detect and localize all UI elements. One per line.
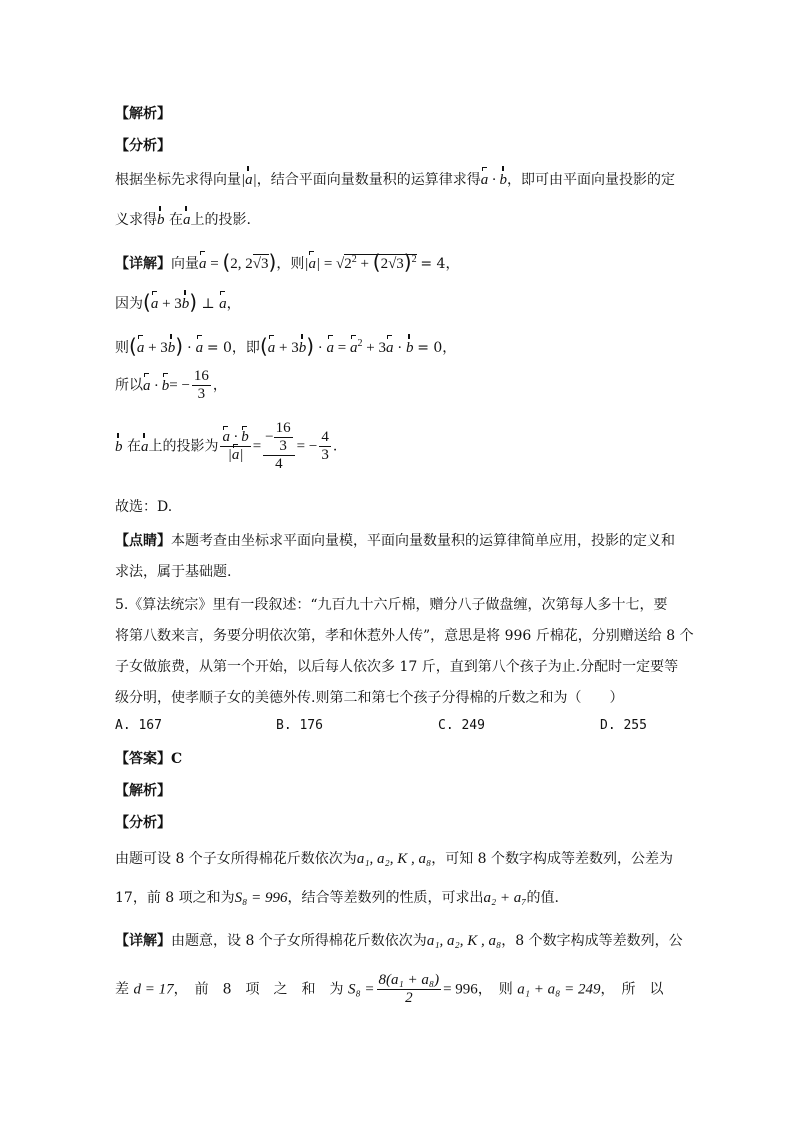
- vector-a: a: [195, 340, 204, 356]
- detail-line-3: [115, 334, 456, 358]
- detail-line-5: [115, 420, 337, 473]
- numerator: [263, 420, 294, 456]
- analysis2-line-2: [115, 888, 559, 908]
- question-line-2: 将第八数来言，务要分明依次第，孝和休惹外人传”，意思是将 996 斤棉花，分别赠送给 8 个: [115, 628, 694, 644]
- text-span: ， 前 8 项 之 和 为: [173, 981, 344, 998]
- sequence-terms: a₁, a₂, K , a₈: [426, 933, 502, 949]
- mod-a: |a|: [304, 256, 321, 272]
- conclusion-line: 故选：D.: [115, 499, 173, 515]
- mod-a: |a|: [241, 172, 257, 188]
- text-span: ，8 个数字构成等差数列，公: [501, 933, 683, 949]
- text-span: 则: [115, 340, 129, 356]
- detail2-line-1: [115, 931, 683, 951]
- option-a: A. 167: [115, 718, 162, 733]
- vector-a: a: [140, 438, 149, 455]
- minus-sign: −: [265, 428, 274, 445]
- option-c: C. 249: [438, 718, 485, 733]
- mod-expression: = $√2^2 + (2√3)^2$: [320, 250, 417, 274]
- text-span: 因为: [115, 296, 143, 312]
- vector-a: a: [480, 172, 489, 188]
- equals-minus: = −: [296, 438, 318, 455]
- dot-operator: ·: [492, 172, 496, 188]
- sequence-terms: a₁, a₂, K , a₈: [356, 851, 432, 867]
- s8-fraction: [377, 972, 442, 1007]
- vector-b: b: [161, 377, 170, 394]
- option-b: B. 176: [276, 718, 323, 733]
- comment-line-1: [115, 531, 675, 551]
- fraction-4-3: [319, 429, 331, 464]
- text-span: = 0，: [417, 340, 457, 356]
- text-span: 义求得: [115, 212, 157, 228]
- comment-line-2: 求法，属于基础题.: [115, 564, 232, 580]
- heading-analysis-2: 【解析】: [115, 783, 171, 799]
- heading-comment: 【点睛】: [115, 533, 171, 549]
- text-span: 由题意，设 8 个子女所得棉花斤数依次为: [171, 933, 427, 949]
- s8-label: S₈ =: [347, 981, 375, 998]
- a2-plus-a7: a₂ + a₇: [483, 890, 527, 906]
- vector-a: a: [182, 212, 191, 228]
- text-span: 上的投影.: [190, 212, 251, 228]
- equals: =: [252, 438, 262, 455]
- fraction-16-3: [192, 368, 211, 403]
- perp-symbol: ⊥: [201, 296, 215, 312]
- compound-fraction: [263, 420, 294, 473]
- numerator: 16: [193, 368, 209, 384]
- heading-analysis: 【解析】: [115, 106, 171, 122]
- sum-expression: (a + 3b): [143, 290, 198, 314]
- detail-line-4: [115, 368, 227, 403]
- text-span: = 0，即: [206, 340, 260, 356]
- a-coord: = (2, 2√3): [206, 250, 277, 274]
- vector-b: b: [157, 212, 165, 228]
- numerator: 4: [321, 429, 329, 445]
- inner-numerator: 16: [275, 420, 291, 436]
- text-span: 由题可设 8 个子女所得棉花斤数依次为: [115, 851, 357, 867]
- a1-plus-a8: a₁ + a₈ = 249: [517, 981, 601, 998]
- vector-b: b: [167, 340, 176, 356]
- text-span: ，结合等差数列的性质，可求出: [287, 890, 484, 906]
- text-span: ， 所 以: [600, 981, 664, 998]
- question-line-1: 5.《算法统宗》里有一段叙述：“九百九十六斤棉，赠分八子做盘缠，次第每人多十七，要: [115, 597, 668, 613]
- heading-detail-2: 【详解】: [115, 933, 171, 949]
- vector-a: a: [267, 340, 276, 356]
- option-d: D. 255: [600, 718, 647, 733]
- text-span: 在: [168, 212, 183, 228]
- text-span: 本题考查由坐标求平面向量模，平面向量数量积的运算律简单应用，投影的定义和: [171, 533, 675, 549]
- question-line-4: 级分明，使孝顺子女的美德外传.则第二和第七个孩子分得棉的斤数之和为（ ）: [115, 690, 624, 706]
- text-span: ，即可由平面向量投影的定: [507, 172, 675, 188]
- heading-detail: 【详解】: [115, 256, 171, 272]
- dot-product: [481, 172, 507, 188]
- analysis-line-2: [115, 210, 251, 230]
- vector-b: b: [181, 296, 190, 312]
- inner-denominator: 3: [279, 438, 287, 454]
- text-span: ，则: [276, 256, 305, 272]
- equals-minus: = −: [169, 377, 190, 394]
- heading-fenxi-2: 【分析】: [115, 815, 171, 831]
- vector-b: b: [298, 340, 307, 356]
- analysis-line-1: [115, 170, 675, 190]
- denominator: |a|: [227, 447, 244, 463]
- vector-a: a: [136, 340, 145, 356]
- sum-s8: S₈ = 996: [234, 890, 288, 906]
- s8-value: = 996: [443, 981, 478, 998]
- text-span: .: [332, 438, 338, 455]
- vector-a: a: [245, 172, 253, 188]
- numerator: 8(a₁ + a₈): [378, 972, 440, 988]
- text-span: 的值.: [526, 890, 559, 906]
- vector-a: a: [150, 296, 159, 312]
- dot-product: a · b: [143, 377, 170, 394]
- text-span: 所以: [115, 377, 143, 394]
- denominator: 4: [275, 456, 283, 472]
- analysis2-line-1: [115, 849, 673, 869]
- denominator: 3: [197, 386, 206, 402]
- common-difference: d = 17: [133, 981, 174, 998]
- text-span: ，结合平面向量数量积的运算律求得: [256, 172, 481, 188]
- detail-line-2: [115, 292, 241, 314]
- heading-fenxi: 【分析】: [115, 138, 171, 154]
- vector-a: a: [308, 256, 316, 272]
- vector-b: b: [115, 438, 123, 455]
- text-span: ，可知 8 个数字构成等差数列，公差为: [431, 851, 674, 867]
- text-span: 差: [115, 981, 129, 998]
- text-span: 向量: [171, 256, 199, 272]
- answer-line: 【答案】C: [115, 751, 183, 767]
- text-span: 根据坐标先求得向量: [115, 172, 241, 188]
- text-span: 上的投影为: [148, 438, 219, 455]
- expanded-expression: $(a + 3b) \cdot a = a^2 + 3a \cdot b$: [259, 334, 414, 358]
- vector-a: a: [326, 340, 335, 356]
- text-span: ，: [226, 296, 241, 312]
- text-span: ，: [212, 377, 227, 394]
- sum-dot-expression: (a + 3b) · a: [129, 334, 204, 358]
- denominator: 3: [321, 447, 329, 463]
- vector-a: a: [199, 256, 207, 272]
- vector-a: a: [143, 377, 151, 394]
- detail-line-1: [115, 250, 459, 274]
- text-span: 17，前 8 项之和为: [115, 890, 235, 906]
- question-line-3: 子女做旅费，从第一个开始，以后每人依次多 17 斤，直到第八个孩子为止.分配时一定要等: [115, 659, 679, 675]
- text-span: 在: [126, 438, 141, 455]
- vector-b: b: [499, 172, 507, 188]
- vector-a: a: [219, 296, 227, 312]
- detail2-line-2: [115, 972, 663, 1007]
- text-span: ， 则: [477, 981, 513, 998]
- text-span: = 4，: [420, 256, 460, 272]
- denominator: 2: [405, 990, 413, 1006]
- projection-fraction: [220, 429, 250, 464]
- numerator: a · b: [222, 429, 249, 445]
